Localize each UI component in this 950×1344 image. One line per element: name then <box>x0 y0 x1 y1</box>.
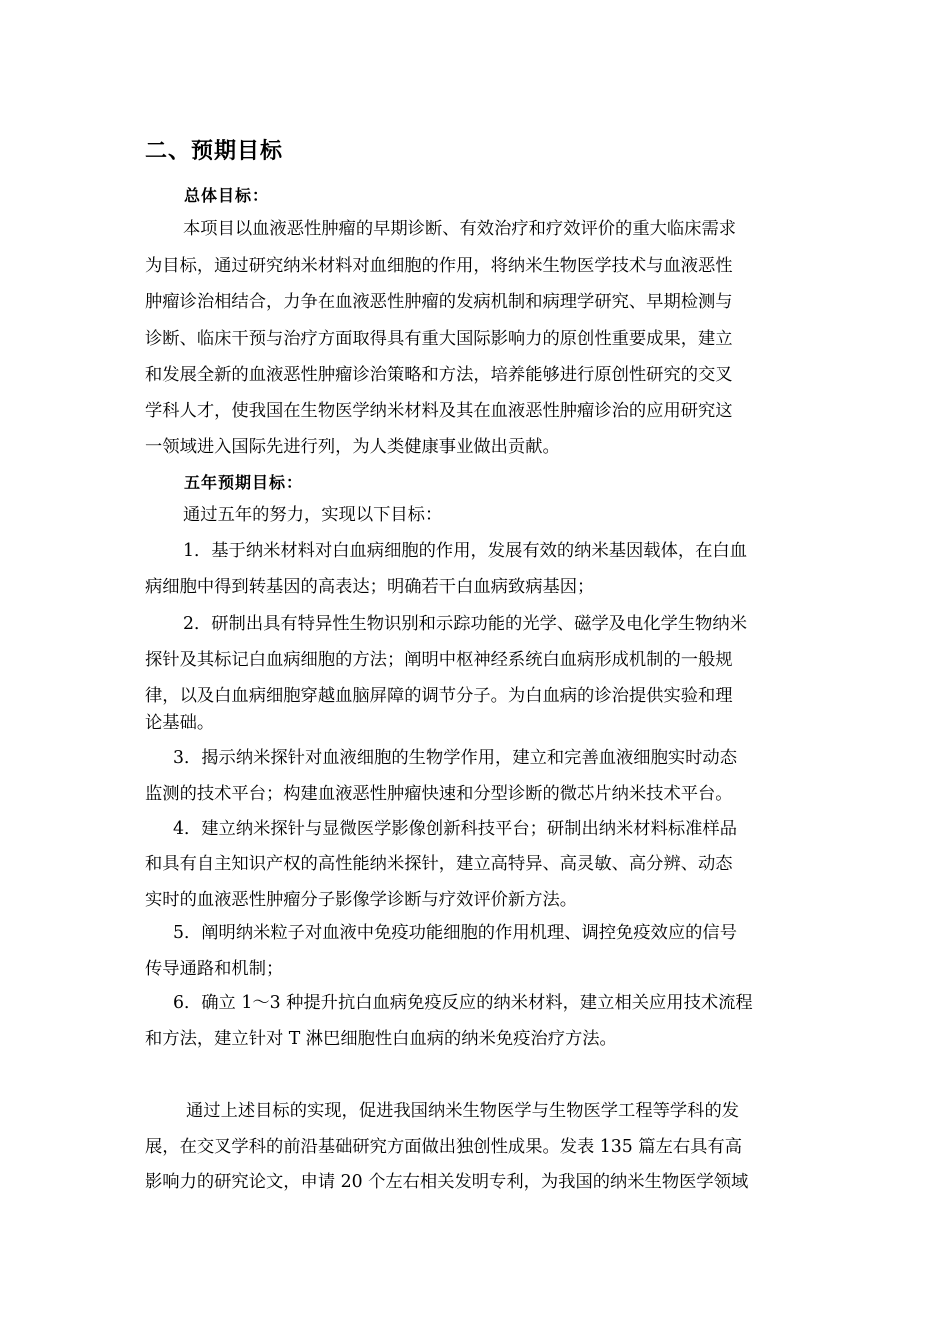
five-year-goal-title: 五年预期目标： <box>184 473 304 492</box>
overall-goal-line: 诊断、临床干预与治疗方面取得具有重大国际影响力的原创性重要成果，建立 <box>145 329 733 349</box>
goal-item-6-line: 和方法，建立针对 T 淋巴细胞性白血病的纳米免疫治疗方法。 <box>145 1029 617 1049</box>
goal-item-5-line: 传导通路和机制； <box>145 959 284 979</box>
goal-item-4-line: 4．建立纳米探针与显微医学影像创新科技平台；研制出纳米材料标准样品 <box>173 819 737 839</box>
overall-goal-line: 和发展全新的血液恶性肿瘤诊治策略和方法，培养能够进行原创性研究的交叉 <box>145 365 733 385</box>
goal-item-4-line: 和具有自主知识产权的高性能纳米探针，建立高特异、高灵敏、高分辨、动态 <box>145 854 733 874</box>
goal-item-2-line: 探针及其标记白血病细胞的方法；阐明中枢神经系统白血病形成机制的一般规 <box>145 650 733 670</box>
goal-item-2-line: 律，以及白血病细胞穿越血脑屏障的调节分子。为白血病的诊治提供实验和理 <box>145 686 733 706</box>
goal-item-3-line: 3．揭示纳米探针对血液细胞的生物学作用，建立和完善血液细胞实时动态 <box>173 748 737 768</box>
section-heading: 二、预期目标 <box>145 139 284 164</box>
overall-goal-title: 总体目标： <box>184 186 270 205</box>
goal-item-5-line: 5．阐明纳米粒子对血液中免疫功能细胞的作用机理、调控免疫效应的信号 <box>173 923 737 943</box>
closing-line: 影响力的研究论文，申请 20 个左右相关发明专利，为我国的纳米生物医学领域 <box>145 1172 749 1192</box>
overall-goal-line: 一领域进入国际先进行列，为人类健康事业做出贡献。 <box>145 437 560 457</box>
overall-goal-line: 为目标，通过研究纳米材料对血细胞的作用，将纳米生物医学技术与血液恶性 <box>145 256 733 276</box>
goal-item-2-line: 论基础。 <box>145 713 215 733</box>
overall-goal-line: 肿瘤诊治相结合，力争在血液恶性肿瘤的发病机制和病理学研究、早期检测与 <box>145 292 733 312</box>
goal-item-2-line: 2．研制出具有特异性生物识别和示踪功能的光学、磁学及电化学生物纳米 <box>183 614 747 634</box>
overall-goal-line: 学科人才，使我国在生物医学纳米材料及其在血液恶性肿瘤诊治的应用研究这 <box>145 401 733 421</box>
goal-item-1-line: 病细胞中得到转基因的高表达；明确若干白血病致病基因； <box>145 577 595 597</box>
closing-line: 展，在交叉学科的前沿基础研究方面做出独创性成果。发表 135 篇左右具有高 <box>145 1137 742 1157</box>
overall-goal-line: 本项目以血液恶性肿瘤的早期诊断、有效治疗和疗效评价的重大临床需求 <box>183 219 737 239</box>
closing-line: 通过上述目标的实现，促进我国纳米生物医学与生物医学工程等学科的发 <box>186 1101 740 1121</box>
five-year-intro: 通过五年的努力，实现以下目标： <box>183 505 443 525</box>
goal-item-4-line: 实时的血液恶性肿瘤分子影像学诊断与疗效评价新方法。 <box>145 890 578 910</box>
goal-item-6-line: 6．确立 1～3 种提升抗白血病免疫反应的纳米材料，建立相关应用技术流程 <box>173 993 753 1013</box>
goal-item-1-line: 1．基于纳米材料对白血病细胞的作用，发展有效的纳米基因载体，在白血 <box>183 541 747 561</box>
goal-item-3-line: 监测的技术平台；构建血液恶性肿瘤快速和分型诊断的微芯片纳米技术平台。 <box>145 784 733 804</box>
